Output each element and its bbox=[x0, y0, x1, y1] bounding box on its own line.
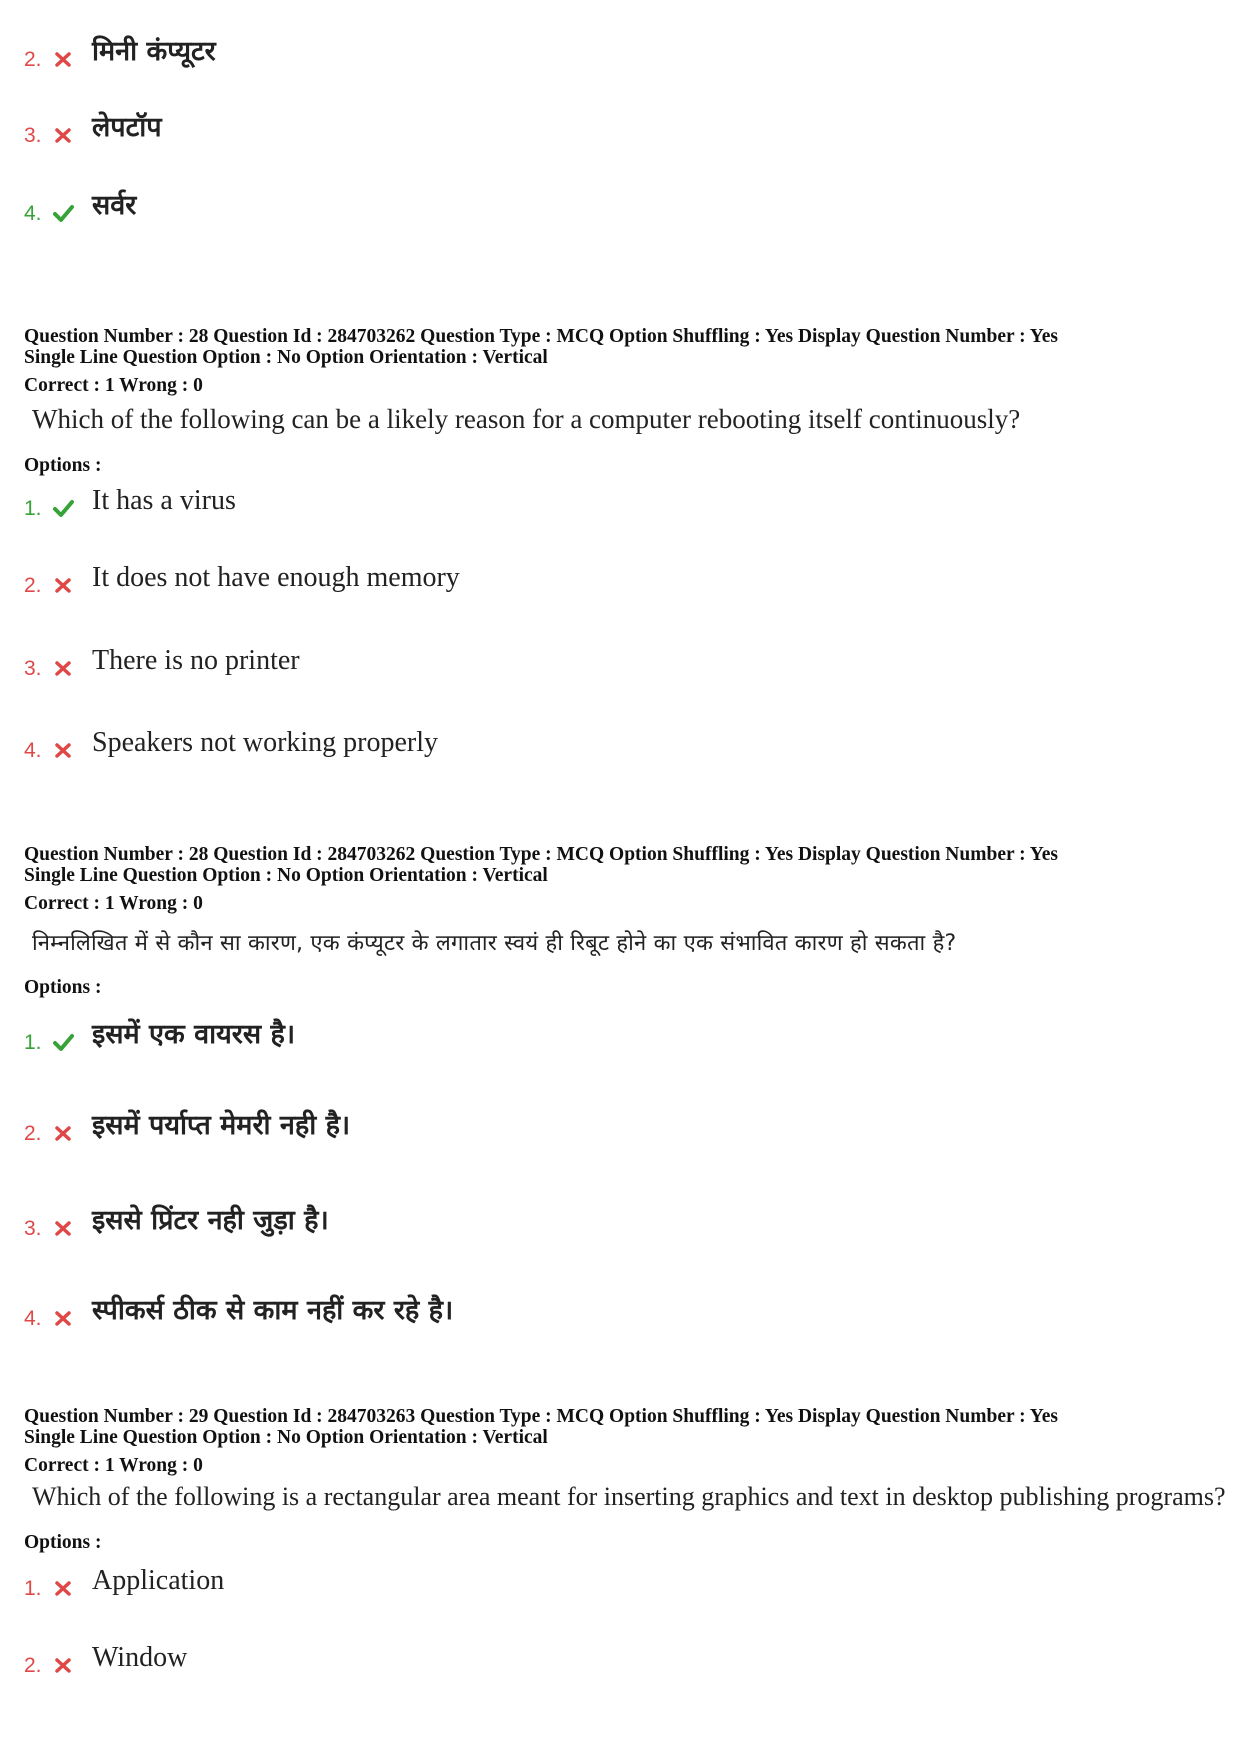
option-text: It does not have enough memory bbox=[92, 562, 460, 593]
option-number: 1. bbox=[24, 1031, 42, 1054]
options-label: Options : bbox=[24, 977, 102, 998]
question-meta bbox=[24, 1406, 1058, 1448]
option-number: 4. bbox=[24, 1307, 42, 1330]
options-label: Options : bbox=[24, 455, 102, 476]
option-text: There is no printer bbox=[92, 645, 300, 676]
option-text: मिनी कंप्यूटर bbox=[92, 36, 216, 67]
option-number: 1. bbox=[24, 1577, 42, 1600]
options-label: Options : bbox=[24, 1532, 102, 1553]
cross-icon bbox=[52, 1217, 74, 1239]
question-score: Correct : 1 Wrong : 0 bbox=[24, 375, 203, 396]
option-number: 4. bbox=[24, 202, 42, 225]
check-icon bbox=[52, 1031, 74, 1053]
option-text: Window bbox=[92, 1642, 188, 1673]
option-text: Application bbox=[92, 1565, 225, 1596]
option-text: इसमें पर्याप्त मेमरी नही है। bbox=[92, 1110, 351, 1141]
option-number: 1. bbox=[24, 497, 42, 520]
option-number: 4. bbox=[24, 739, 42, 762]
option-number: 3. bbox=[24, 124, 42, 147]
option-text: इससे प्रिंटर नही जुड़ा है। bbox=[92, 1205, 329, 1236]
question-text: Which of the following can be a likely reason for a computer rebooting itself continuously? bbox=[32, 404, 1021, 434]
cross-icon bbox=[52, 739, 74, 761]
option-number: 3. bbox=[24, 657, 42, 680]
cross-icon bbox=[52, 48, 74, 70]
cross-icon bbox=[52, 1307, 74, 1329]
cross-icon bbox=[52, 657, 74, 679]
question-meta-line: Question Number : 28 Question Id : 284703262 Question Type : MCQ Option Shuffling : Yes Display Question Number : Yes bbox=[24, 844, 1058, 865]
option-number: 2. bbox=[24, 1122, 42, 1145]
option-number: 2. bbox=[24, 48, 42, 71]
cross-icon bbox=[52, 1577, 74, 1599]
option-text: It has a virus bbox=[92, 485, 236, 516]
cross-icon bbox=[52, 574, 74, 596]
question-text: Which of the following is a rectangular area meant for inserting graphics and text in desktop publishing programs? bbox=[32, 1482, 1226, 1511]
option-text: इसमें एक वायरस है। bbox=[92, 1019, 296, 1050]
question-meta-line: Single Line Question Option : No Option Orientation : Vertical bbox=[24, 1427, 548, 1448]
question-meta bbox=[24, 844, 1058, 886]
question-score: Correct : 1 Wrong : 0 bbox=[24, 1455, 203, 1476]
cross-icon bbox=[52, 124, 74, 146]
cross-icon bbox=[52, 1122, 74, 1144]
option-text: स्पीकर्स ठीक से काम नहीं कर रहे है। bbox=[92, 1295, 454, 1326]
check-icon bbox=[52, 202, 74, 224]
question-score: Correct : 1 Wrong : 0 bbox=[24, 893, 203, 914]
option-number: 3. bbox=[24, 1217, 42, 1240]
question-meta-line: Single Line Question Option : No Option Orientation : Vertical bbox=[24, 865, 548, 886]
question-meta-line: Single Line Question Option : No Option Orientation : Vertical bbox=[24, 347, 548, 368]
question-text: निम्नलिखित में से कौन सा कारण, एक कंप्यूटर के लगातार स्वयं ही रिबूट होने का एक संभावित कारण हो सकता है? bbox=[32, 931, 957, 956]
option-text: सर्वर bbox=[92, 190, 137, 221]
question-meta bbox=[24, 326, 1058, 368]
cross-icon bbox=[52, 1654, 74, 1676]
check-icon bbox=[52, 497, 74, 519]
option-number: 2. bbox=[24, 1654, 42, 1677]
option-number: 2. bbox=[24, 574, 42, 597]
option-text: लेपटॉप bbox=[92, 112, 162, 143]
question-meta-line: Question Number : 29 Question Id : 284703263 Question Type : MCQ Option Shuffling : Yes Display Question Number : Yes bbox=[24, 1406, 1058, 1427]
option-text: Speakers not working properly bbox=[92, 727, 439, 758]
question-meta-line: Question Number : 28 Question Id : 284703262 Question Type : MCQ Option Shuffling : Yes Display Question Number : Yes bbox=[24, 326, 1058, 347]
